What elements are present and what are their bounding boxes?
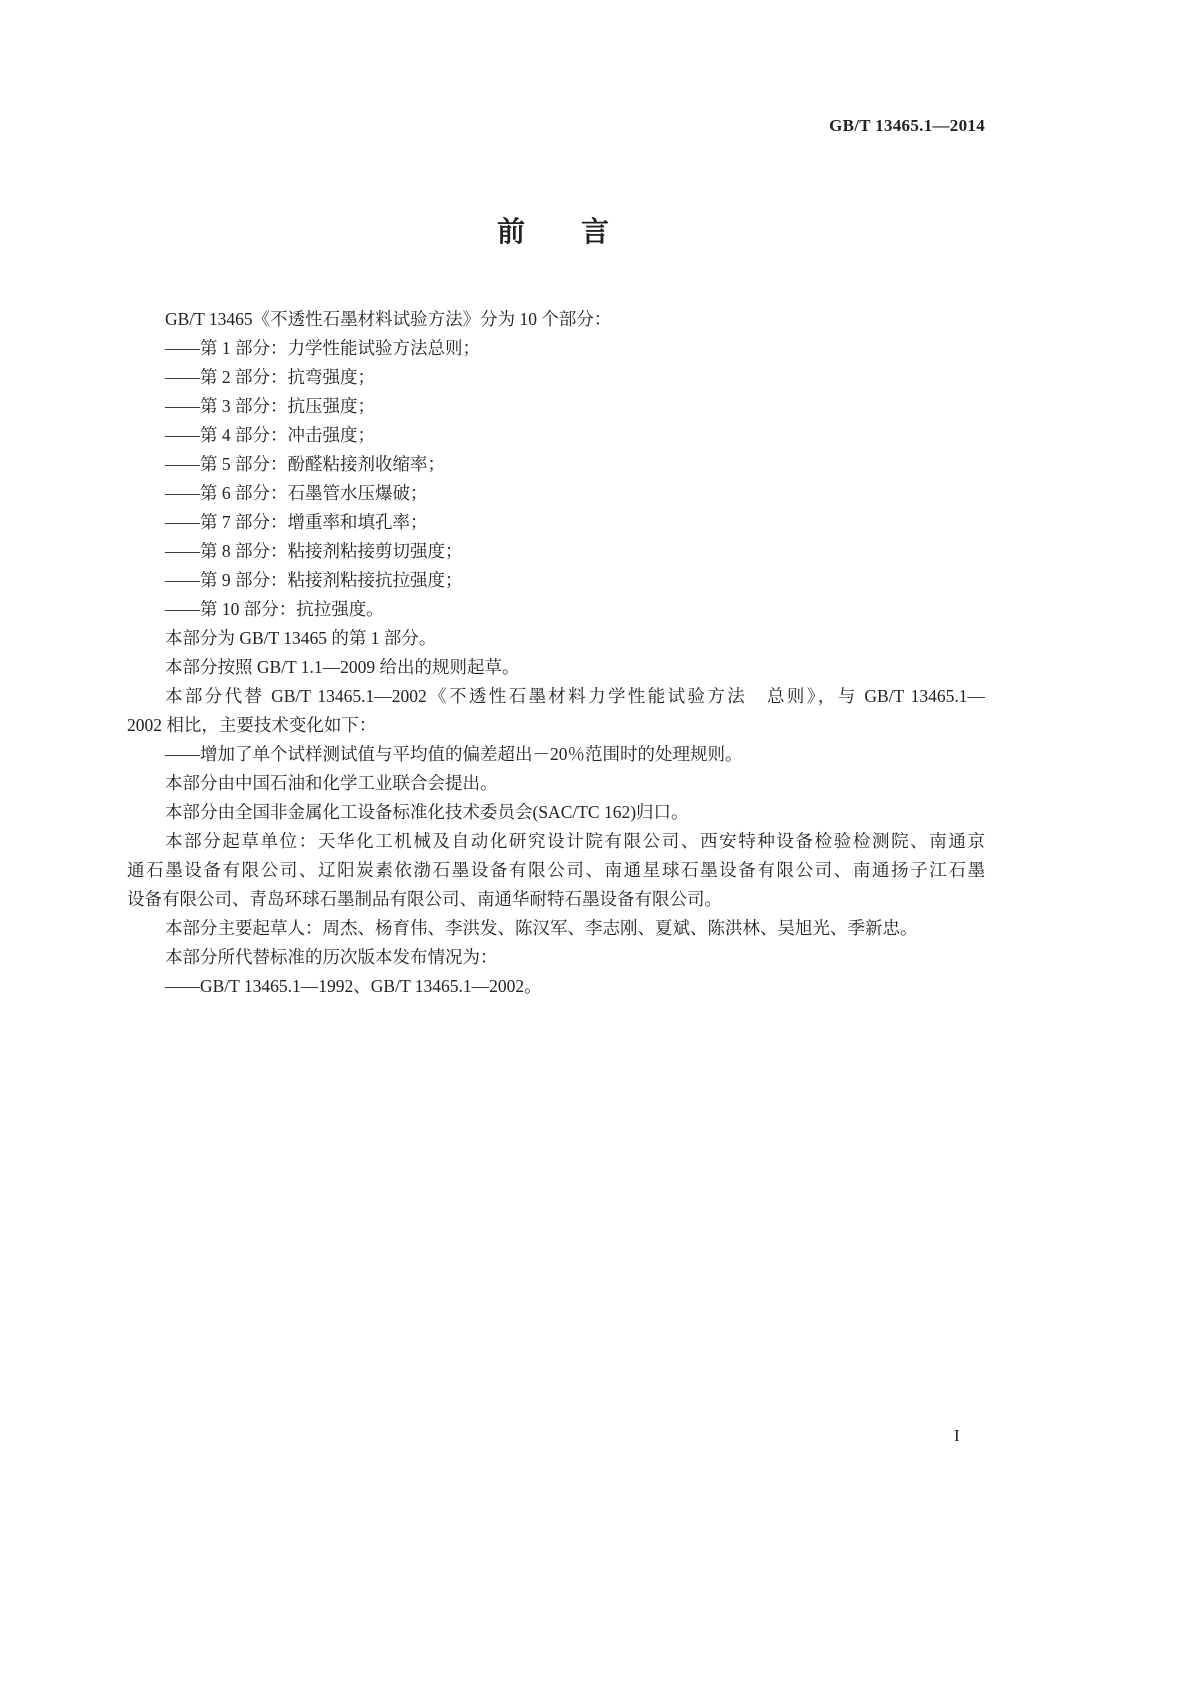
text-line: 通石墨设备有限公司、辽阳炭素依渤石墨设备有限公司、南通星球石墨设备有限公司、南通扬子江石墨 [127, 860, 985, 880]
standard-number-header: GB/T 13465.1—2014 [829, 116, 985, 135]
text-line: ——增加了单个试样测试值与平均值的偏差超出－20％范围时的处理规则。 [165, 744, 743, 764]
page-title [0, 210, 1106, 250]
text-line: 2002 相比，主要技术变化如下： [127, 715, 377, 735]
text-line: ——第 4 部分：冲击强度； [165, 425, 375, 445]
text-line: 本部分为 GB/T 13465 的第 1 部分。 [165, 628, 437, 648]
text-line: ——第 7 部分：增重率和填孔率； [165, 512, 428, 532]
foreword-body [127, 305, 985, 1001]
text-line: ——GB/T 13465.1—1992、GB/T 13465.1—2002。 [165, 976, 542, 996]
title-char: 言 [581, 217, 610, 248]
text-line: 本部分由中国石油和化学工业联合会提出。 [165, 773, 498, 793]
text-line: ——第 3 部分：抗压强度； [165, 396, 375, 416]
text-line: GB/T 13465《不透性石墨材料试验方法》分为 10 个部分： [165, 309, 612, 329]
page-number: I [954, 1426, 960, 1445]
text-line: 本部分所代替标准的历次版本发布情况为： [165, 947, 498, 967]
text-line: 本部分代替 GB/T 13465.1—2002《不透性石墨材料力学性能试验方法 总则》，与 GB/T 13465.1— [165, 686, 985, 706]
text-line: ——第 8 部分：粘接剂粘接剪切强度； [165, 541, 463, 561]
title-char: 前 [496, 217, 525, 248]
text-line: ——第 1 部分：力学性能试验方法总则； [165, 338, 480, 358]
text-line: 本部分由全国非金属化工设备标准化技术委员会(SAC/TC 162)归口。 [165, 802, 689, 822]
text-line: ——第 10 部分：抗拉强度。 [165, 599, 384, 619]
text-line: 本部分主要起草人：周杰、杨育伟、李洪发、陈汉军、李志刚、夏斌、陈洪林、吴旭光、季新忠。 [165, 918, 918, 938]
text-line: ——第 5 部分：酚醛粘接剂收缩率； [165, 454, 445, 474]
text-line: ——第 9 部分：粘接剂粘接抗拉强度； [165, 570, 463, 590]
text-line: ——第 2 部分：抗弯强度； [165, 367, 375, 387]
text-line: ——第 6 部分：石墨管水压爆破； [165, 483, 428, 503]
text-line: 本部分按照 GB/T 1.1—2009 给出的规则起草。 [165, 657, 520, 677]
text-line: 设备有限公司、青岛环球石墨制品有限公司、南通华耐特石墨设备有限公司。 [127, 889, 722, 909]
text-line: 本部分起草单位：天华化工机械及自动化研究设计院有限公司、西安特种设备检验检测院、南通京 [165, 831, 985, 851]
